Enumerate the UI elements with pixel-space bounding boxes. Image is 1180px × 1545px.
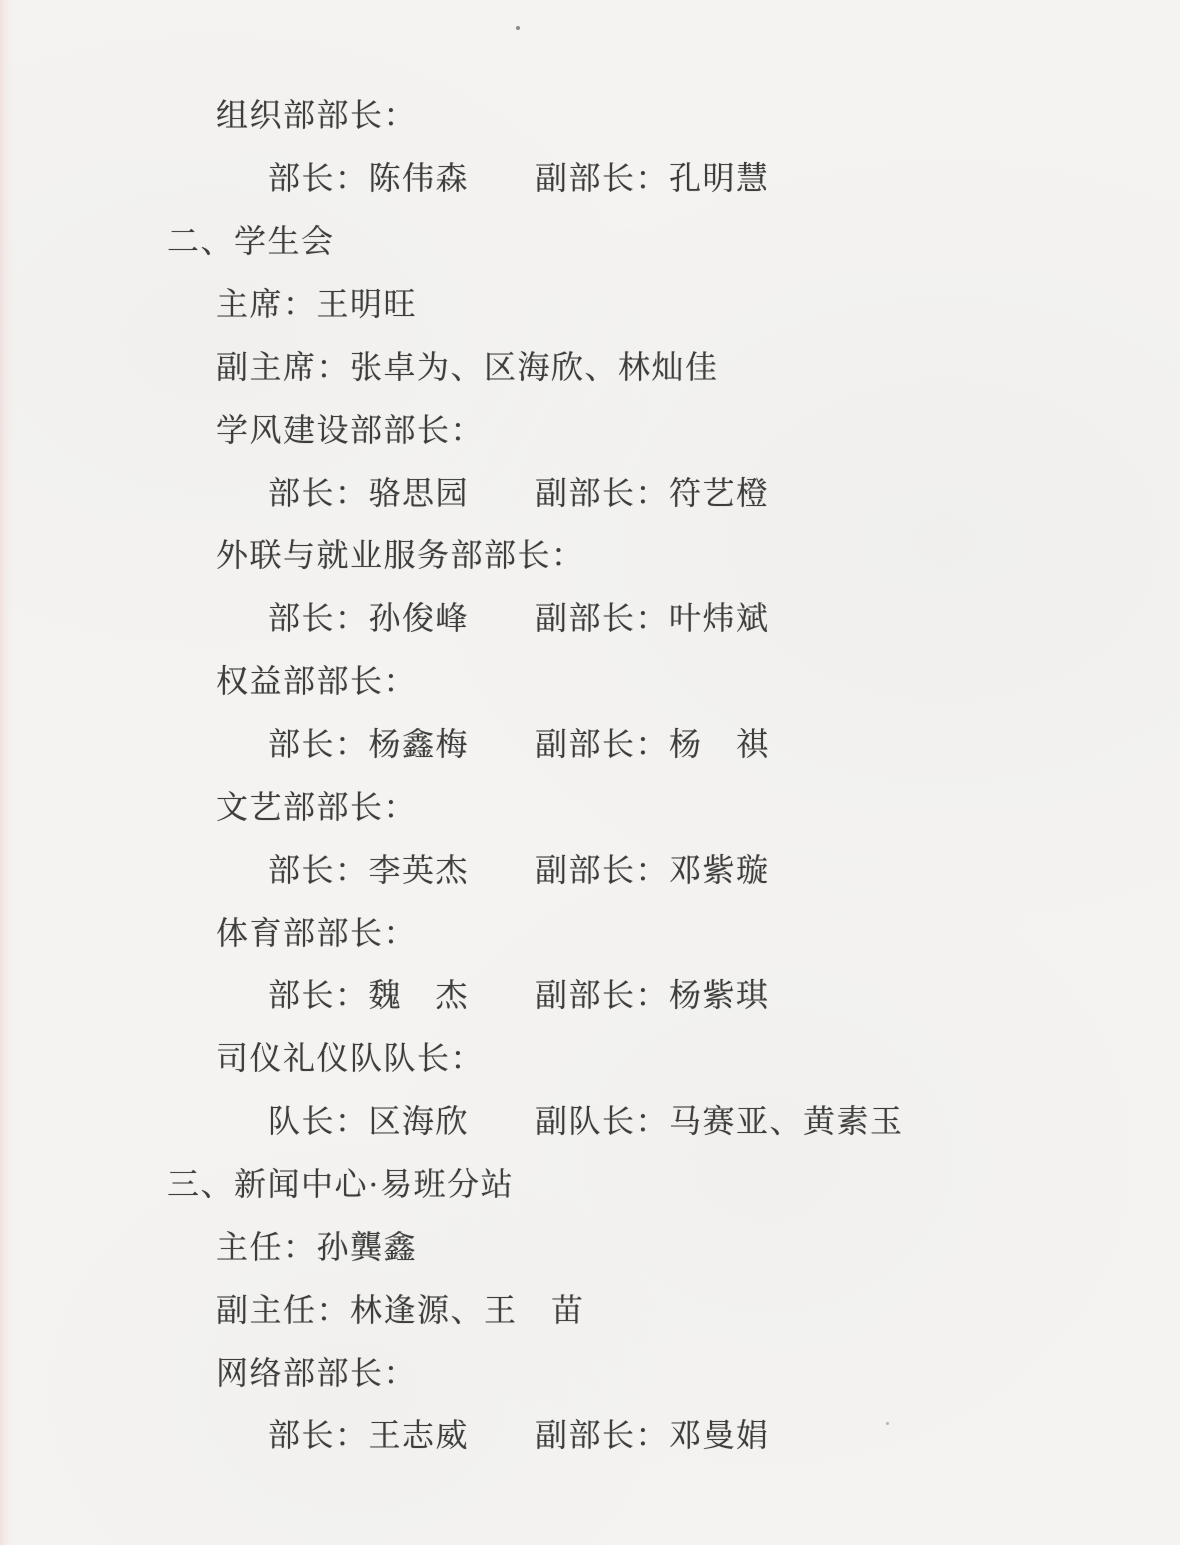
line-chairman: [0, 271, 1180, 334]
line-text: 学风建设部部长：: [216, 411, 485, 448]
line-study-style-dept-heading: [0, 396, 1180, 459]
line-network-dept-heading: [0, 1339, 1180, 1402]
scan-speck: [516, 26, 520, 30]
line-text: 副主任：林逢源、王 苗: [216, 1291, 585, 1328]
head-entry: 部长：杨鑫梅: [268, 726, 470, 763]
section-heading-student-union: [0, 208, 1180, 271]
line-text: 三、新闻中心·易班分站: [167, 1166, 515, 1203]
line-text: 司仪礼仪队队长：: [216, 1040, 485, 1077]
line-rights-dept-heading: [0, 648, 1180, 711]
line-text: 二、学生会: [167, 223, 335, 260]
line-org-dept-heading: [0, 82, 1180, 145]
deputy-entry: 副部长：杨紫琪: [535, 977, 770, 1014]
deputy-entry: 副部长：叶炜斌: [535, 600, 770, 637]
line-text: 网络部部长：: [216, 1354, 418, 1391]
deputy-entry: 副队长：马赛亚、黄素玉: [535, 1103, 904, 1140]
line-outreach-dept-heading: [0, 522, 1180, 585]
deputy-entry: 副部长：邓曼娟: [535, 1417, 770, 1454]
line-director: [0, 1213, 1180, 1276]
line-arts-dept-heading: [0, 773, 1180, 836]
line-text: 文艺部部长：: [216, 788, 418, 825]
line-vice-chairmen: [0, 333, 1180, 396]
deputy-entry: 副部长：邓紫璇: [535, 851, 770, 888]
line-text: 体育部部长：: [216, 914, 418, 951]
line-text: 副主席：张卓为、区海欣、林灿佳: [216, 348, 719, 385]
line-text: 组织部部长：: [216, 97, 418, 134]
line-network-dept-members: [0, 1402, 1180, 1465]
head-entry: 部长：李英杰: [268, 851, 470, 888]
deputy-entry: 副部长：符艺橙: [535, 474, 770, 511]
line-rights-dept-members: [0, 711, 1180, 774]
deputy-entry: 副部长：孔明慧: [535, 160, 770, 197]
head-entry: 部长：孙俊峰: [268, 600, 470, 637]
line-study-style-dept-members: [0, 459, 1180, 522]
line-text: 外联与就业服务部部长：: [216, 537, 585, 574]
section-heading-news-center: [0, 1151, 1180, 1214]
head-entry: 部长：骆思园: [268, 474, 470, 511]
line-etiquette-team-heading: [0, 1025, 1180, 1088]
line-text: 主席：王明旺: [216, 286, 418, 322]
head-entry: 部长：陈伟森: [268, 160, 470, 197]
line-org-dept-members: [0, 145, 1180, 208]
line-arts-dept-members: [0, 836, 1180, 899]
line-sports-dept-members: [0, 962, 1180, 1025]
line-text: 主任：孙龔鑫: [216, 1228, 418, 1265]
line-text: 权益部部长：: [216, 663, 418, 700]
head-entry: 队长：区海欣: [268, 1103, 470, 1140]
head-entry: 部长：魏 杰: [268, 977, 470, 1014]
head-entry: 部长：王志威: [268, 1417, 470, 1454]
line-etiquette-team-members: [0, 1088, 1180, 1151]
deputy-entry: 副部长：杨 祺: [535, 726, 770, 763]
line-sports-dept-heading: [0, 899, 1180, 962]
line-deputy-directors: [0, 1276, 1180, 1339]
document-body: [0, 82, 1180, 1465]
line-outreach-dept-members: [0, 585, 1180, 648]
